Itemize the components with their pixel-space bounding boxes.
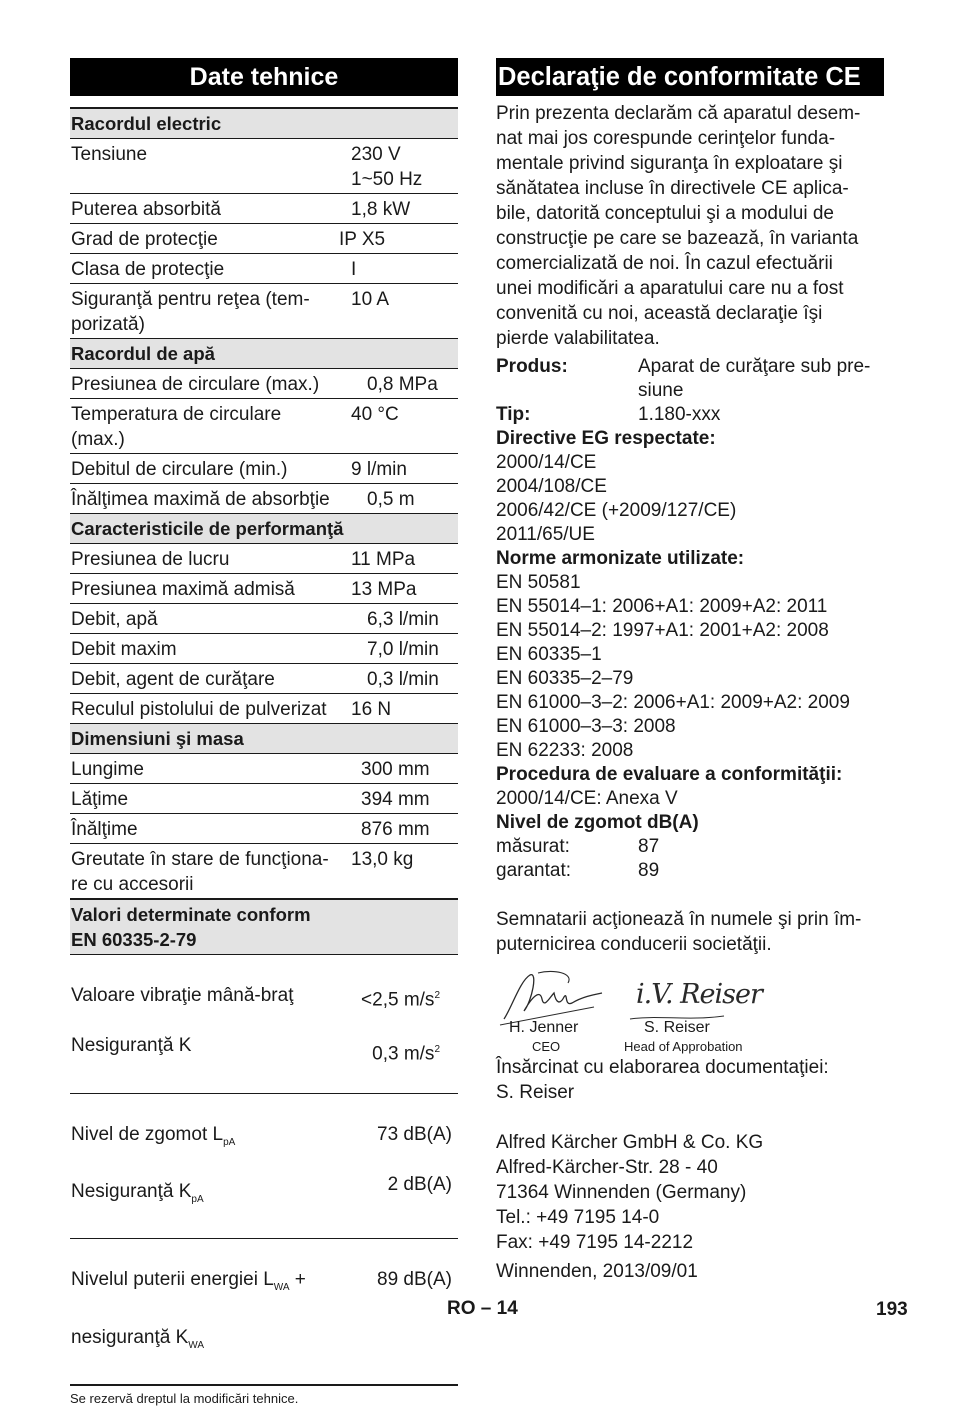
product-label: Produs:	[496, 356, 568, 377]
page-label: RO – 14	[447, 1298, 518, 1319]
list-item: 2011/65/UE	[496, 524, 595, 545]
row-value: <2,5 m/s	[361, 989, 435, 1011]
row-label: Debit, apă	[71, 609, 158, 630]
directives-label: Directive EG respectate:	[496, 428, 716, 449]
table-row	[70, 544, 458, 574]
row-value: 16 N	[351, 699, 392, 720]
list-item: EN 61000–3–2: 2006+A1: 2009+A2: 2009	[496, 692, 850, 713]
list-item: EN 55014–1: 2006+A1: 2009+A2: 2011	[496, 596, 828, 617]
row-value: I	[351, 259, 357, 280]
noise-level-label: Nivel de zgomot dB(A)	[496, 812, 699, 833]
table-row	[70, 754, 458, 784]
row-label: nesiguranţă K	[71, 1327, 189, 1349]
row-label: Siguranţă pentru reţea (tem- porizată)	[71, 289, 310, 335]
row-label: Clasa de protecţie	[71, 259, 225, 280]
table-row	[70, 634, 458, 664]
row-label: Puterea absorbită	[71, 199, 221, 220]
section-water-connection: Racordul de apă	[70, 339, 458, 369]
signature-reiser: i.V. Reiser	[636, 979, 762, 1010]
technical-data-title: Date tehnice	[70, 58, 458, 96]
row-value: 73 dB(A)	[377, 1123, 452, 1145]
row-label: Valoare vibraţie mână-braţ	[71, 985, 294, 1006]
row-value: 0,8 MPa	[367, 374, 438, 395]
table-row	[70, 224, 458, 254]
measured-row	[496, 835, 884, 859]
list-item: 2004/108/CE	[496, 476, 607, 497]
list-item: 2000/14/CE	[496, 452, 597, 473]
row-label: Nesiguranţă K	[71, 1035, 192, 1056]
row-label: Debitul de circulare (min.)	[71, 459, 288, 480]
address-line: 71364 Winnenden (Germany)	[496, 1182, 747, 1203]
list-item: EN 50581	[496, 572, 581, 593]
list-item: EN 55014–2: 1997+A1: 2001+A2: 2008	[496, 620, 829, 641]
list-item: 2006/42/CE (+2009/127/CE)	[496, 500, 737, 521]
documentation-label: Însărcinat cu elaborarea documentaţiei:	[496, 1057, 829, 1078]
measured-value: 87	[638, 836, 660, 857]
procedure-label: Procedura de evaluare a conformităţii:	[496, 764, 843, 785]
row-label: Grad de protecţie	[71, 229, 218, 250]
row-label: Tensiune	[71, 144, 148, 165]
subscript: WA	[188, 1339, 204, 1351]
row-value: 9 l/min	[351, 459, 407, 480]
table-row	[70, 664, 458, 694]
table-row	[70, 784, 458, 814]
row-value: 394 mm	[361, 789, 430, 810]
footnote: Se rezervă dreptul la modificări tehnice.	[70, 1390, 299, 1406]
table-row	[70, 399, 458, 454]
row-value: 876 mm	[361, 819, 430, 840]
section-electric-connection: Racordul electric	[70, 109, 458, 139]
row-label: Înălţimea maximă de absorbţie	[71, 489, 330, 510]
row-value: 0,3 m/s	[372, 1043, 435, 1065]
list-item: EN 62233: 2008	[496, 740, 634, 761]
row-value: 300 mm	[361, 759, 430, 780]
technical-data-table	[70, 107, 458, 1386]
address-line: Fax: +49 7195 14-2212	[496, 1232, 694, 1253]
signer1-role: CEO	[532, 1039, 561, 1054]
row-value: 89 dB(A)	[377, 1269, 452, 1291]
address-line: Alfred-Kärcher-Str. 28 - 40	[496, 1157, 718, 1178]
signatures	[496, 965, 884, 1057]
row-label: +	[289, 1269, 306, 1291]
row-value: 1,8 kW	[351, 199, 411, 220]
type-value: 1.180-xxx	[638, 404, 721, 425]
table-row	[70, 284, 458, 339]
row-label: Temperatura de circulare (max.)	[71, 404, 282, 450]
row-value: 2 dB(A)	[387, 1173, 452, 1195]
signer2-name: S. Reiser	[644, 1019, 710, 1036]
declaration-column	[496, 58, 884, 1284]
row-label: Nivel de zgomot L	[71, 1123, 224, 1145]
list-item: EN 60335–1	[496, 644, 602, 665]
row-value: 11 MPa	[351, 549, 416, 570]
table-row	[70, 254, 458, 284]
table-row	[70, 814, 458, 844]
superscript: 2	[434, 990, 440, 1001]
section-dimensions: Dimensiuni şi masa	[70, 724, 458, 754]
subscript: pA	[223, 1136, 236, 1148]
section-performance: Caracteristicile de performanţă	[70, 514, 458, 544]
row-value: 0,5 m	[367, 489, 415, 510]
row-value: 10 A	[351, 289, 390, 310]
row-label: Greutate în stare de funcţiona- re cu accesorii	[71, 849, 329, 895]
table-row	[70, 694, 458, 724]
row-label: Nivelul puterii energiei L	[71, 1269, 274, 1291]
product-value: Aparat de curăţare sub pre- siune	[638, 356, 871, 401]
subscript: pA	[191, 1194, 204, 1206]
row-label: Înălţime	[71, 819, 138, 840]
guaranteed-row	[496, 859, 884, 883]
list-item: EN 60335–2–79	[496, 668, 634, 689]
table-row	[70, 844, 458, 900]
row-label: Presiunea de lucru	[71, 549, 230, 570]
table-row	[70, 1094, 458, 1240]
product-row	[496, 355, 884, 403]
table-row	[70, 454, 458, 484]
address-line: Tel.: +49 7195 14-0	[496, 1207, 660, 1228]
signer1-name: H. Jenner	[509, 1019, 579, 1036]
table-row	[70, 139, 458, 194]
row-label: Presiunea maximă admisă	[71, 579, 295, 600]
row-label: Nesiguranţă K	[71, 1181, 192, 1203]
list-item: EN 61000–3–3: 2008	[496, 716, 676, 737]
page-number: 193	[876, 1299, 908, 1320]
norms-label: Norme armonizate utilizate:	[496, 548, 745, 569]
table-row	[70, 574, 458, 604]
row-value: 40 °C	[351, 404, 399, 425]
row-label: Lăţime	[71, 789, 129, 810]
technical-data-column	[70, 58, 458, 1406]
row-label: Reculul pistolului de pulverizat	[71, 699, 327, 720]
type-row	[496, 403, 884, 427]
row-value: IP X5	[339, 229, 386, 250]
signer2-role: Head of Approbation	[624, 1039, 743, 1054]
row-value: 0,3 l/min	[367, 669, 439, 690]
signatories-paragraph: Semnatarii acţionează în numele şi prin îm- puternicirea conducerii societăţii.	[496, 909, 862, 955]
table-row	[70, 604, 458, 634]
table-row	[70, 194, 458, 224]
row-label: Lungime	[71, 759, 144, 780]
procedure-value: 2000/14/CE: Anexa V	[496, 788, 678, 809]
intro-paragraph: Prin prezenta declarăm că aparatul desem- nat mai jos corespunde cerinţelor funda- mentale privind siguranţa în exploatare şi sănătatea incluse în directivele CE aplica- bile, datorită conceptului şi a modului de construcţie pe care se bazează, în varianta comercializată de noi. În cazul efectuării unei modificări a aparatului care nu a fost convenită cu noi, această declaraţie îşi pierde valabilitatea.	[496, 103, 861, 349]
table-row	[70, 1239, 458, 1386]
section-determined-values: Valori determinate conform EN 60335-2-79	[70, 900, 458, 955]
measured-label: măsurat:	[496, 836, 570, 857]
row-value: 13,0 kg	[351, 849, 414, 870]
place-date: Winnenden, 2013/09/01	[496, 1261, 698, 1282]
table-row	[70, 369, 458, 399]
row-label: Presiunea de circulare (max.)	[71, 374, 320, 395]
guaranteed-value: 89	[638, 860, 660, 881]
row-value: 230 V 1~50 Hz	[351, 144, 423, 190]
subscript: WA	[273, 1282, 290, 1294]
row-value: 6,3 l/min	[367, 609, 439, 630]
superscript: 2	[434, 1044, 440, 1056]
row-label: Debit, agent de curăţare	[71, 669, 275, 690]
row-value: 7,0 l/min	[367, 639, 439, 660]
declaration-title: Declaraţie de conformitate CE	[496, 58, 884, 96]
type-label: Tip:	[496, 404, 531, 425]
row-label: Debit maxim	[71, 639, 177, 660]
address-line: Alfred Kärcher GmbH & Co. KG	[496, 1132, 764, 1153]
row-value: 13 MPa	[351, 579, 417, 600]
table-row	[70, 955, 458, 1094]
guaranteed-label: garantat:	[496, 860, 571, 881]
documentation-name: S. Reiser	[496, 1082, 575, 1103]
table-row	[70, 484, 458, 514]
